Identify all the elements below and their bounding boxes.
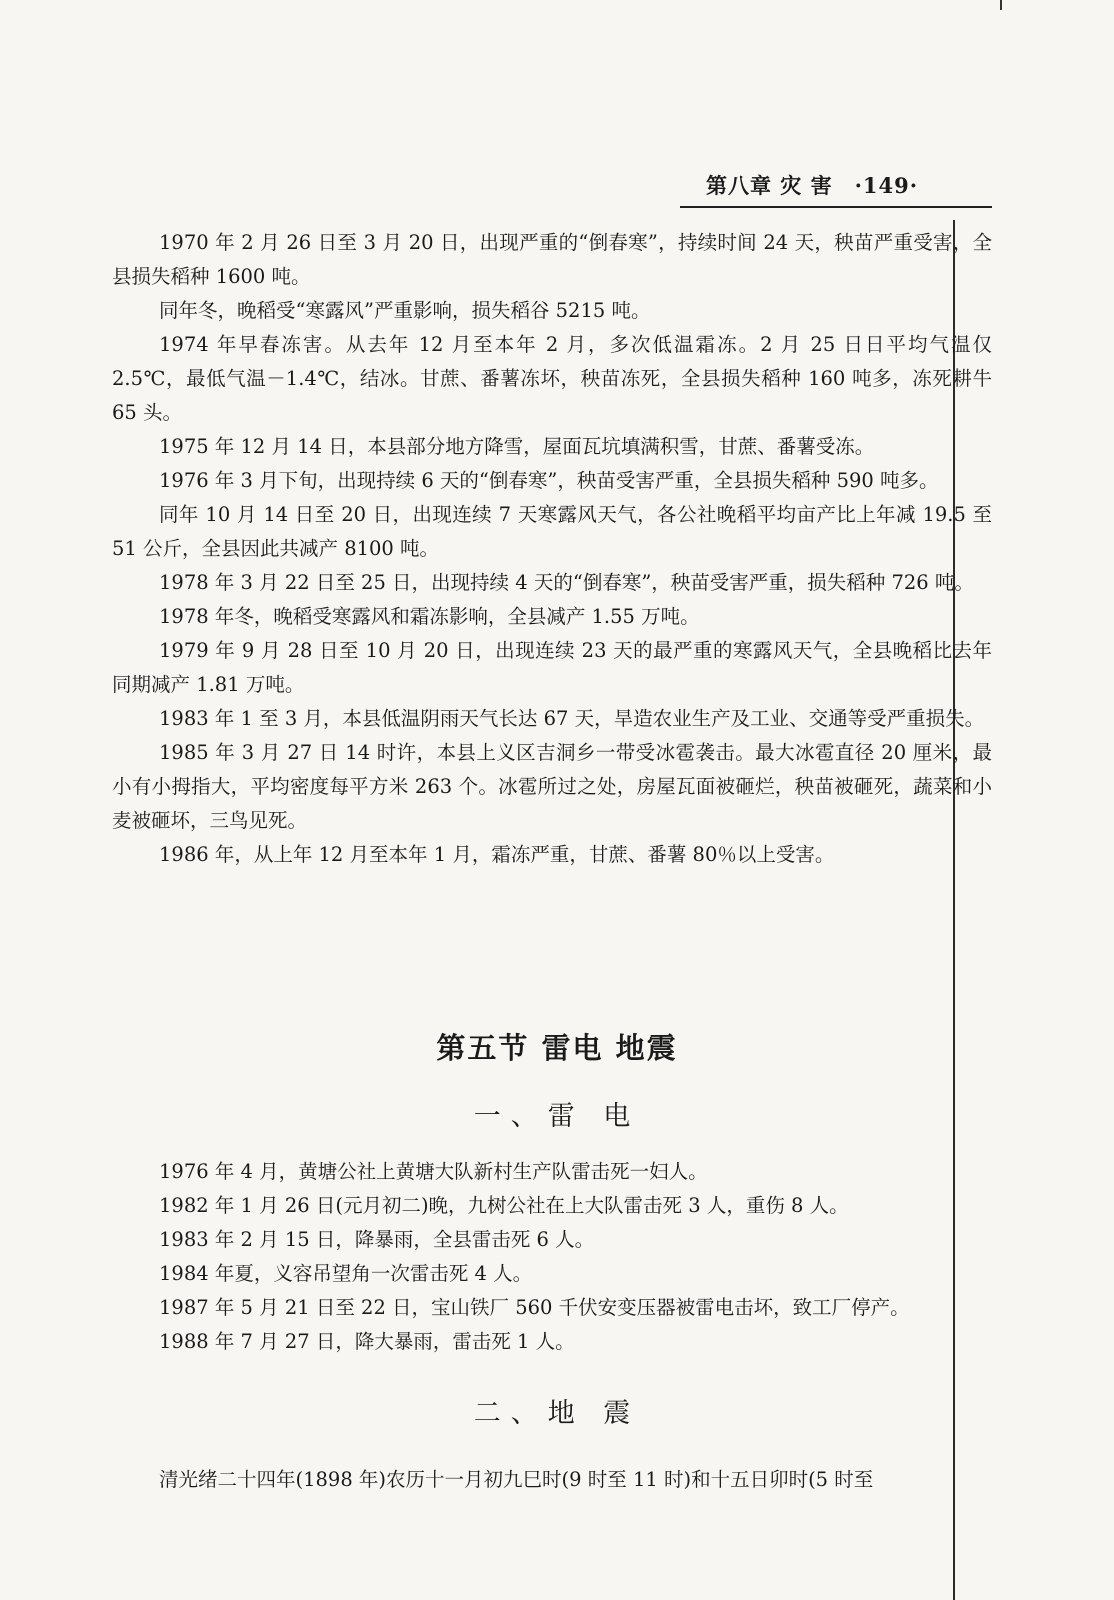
paragraph: 1976 年 3 月下旬，出现持续 6 天的“倒春寒”，秧苗受害严重，全县损失稻种 590 吨多。 [159,469,939,492]
list-item: 1982 年 1 月 26 日(元月初二)晚，九树公社在上大队雷击死 3 人，重伤 8 人。 [159,1194,849,1217]
paragraph: 1974 年早春冻害。从去年 12 月至本年 2 月，多次低温霜冻。2 月 25 日日平均气温仅 2.5℃，最低气温－1.4℃，结冰。甘蔗、番薯冻坏，秧苗冻死，全县损失稻种 160 吨多，冻死耕牛 65 头。 [112,333,992,424]
list-item: 1988 年 7 月 27 日，降大暴雨，雷击死 1 人。 [159,1330,575,1353]
list-item: 1983 年 2 月 15 日，降暴雨，全县雷击死 6 人。 [159,1228,595,1251]
paragraph: 1970 年 2 月 26 日至 3 月 20 日，出现严重的“倒春寒”，持续时间 24 天，秧苗严重受害，全县损失稻种 1600 吨。 [112,231,992,288]
list-item: 1984 年夏，义容吊望角一次雷击死 4 人。 [159,1262,533,1285]
paragraph: 1979 年 9 月 28 日至 10 月 20 日，出现连续 23 天的最严重的寒露风天气，全县晚稻比去年同期减产 1.81 万吨。 [112,639,992,696]
scan-mark [1000,0,1002,10]
paragraph: 同年 10 月 14 日至 20 日，出现连续 7 天寒露风天气，各公社晚稻平均亩产比上年减 19.5 至 51 公斤，全县因此共减产 8100 吨。 [112,503,992,560]
paragraph: 同年冬，晚稻受“寒露风”严重影响，损失稻谷 5215 吨。 [159,299,651,322]
paragraph: 1978 年冬，晚稻受寒露风和霜冻影响，全县减产 1.55 万吨。 [159,605,700,628]
paragraph: 1983 年 1 至 3 月，本县低温阴雨天气长达 67 天，旱造农业生产及工业、交通等受严重损失。 [159,707,985,730]
subsection-title-lightning: 一、雷 电 [473,1101,641,1132]
running-header [706,170,996,200]
section-title: 第五节 雷电 地震 [436,1031,678,1065]
list-item: 1987 年 5 月 21 日至 22 日，宝山铁厂 560 千伏安变压器被雷电击坏，致工厂停产。 [159,1296,910,1319]
lightning-list [159,1155,959,1359]
page-number: ·149· [854,173,919,198]
chapter-title: 第八章 灾 害 [706,173,833,198]
paragraph: 1978 年 3 月 22 日至 25 日，出现持续 4 天的“倒春寒”，秧苗受害严重，损失稻种 726 吨。 [159,571,974,594]
paragraph: 1986 年，从上年 12 月至本年 1 月，霜冻严重，甘蔗、番薯 80％以上受害。 [159,843,835,866]
earthquake-paragraph: 清光绪二十四年(1898 年)农历十一月初九巳时(9 时至 11 时)和十五日卯时(5 时至 [159,1468,874,1491]
main-text [112,226,992,872]
subsection-title-earthquake: 二、地 震 [473,1398,641,1429]
header-rule [680,206,992,208]
paragraph: 1985 年 3 月 27 日 14 时许，本县上义区吉洞乡一带受冰雹袭击。最大冰雹直径 20 厘米，最小有小拇指大，平均密度每平方米 263 个。冰雹所过之处，房屋瓦面被砸烂，秧苗被砸死，蔬菜和小麦被砸坏，三鸟见死。 [112,741,992,832]
list-item: 1976 年 4 月，黄塘公社上黄塘大队新村生产队雷击死一妇人。 [159,1160,708,1183]
paragraph: 1975 年 12 月 14 日，本县部分地方降雪，屋面瓦坑填满积雪，甘蔗、番薯受冻。 [159,435,875,458]
